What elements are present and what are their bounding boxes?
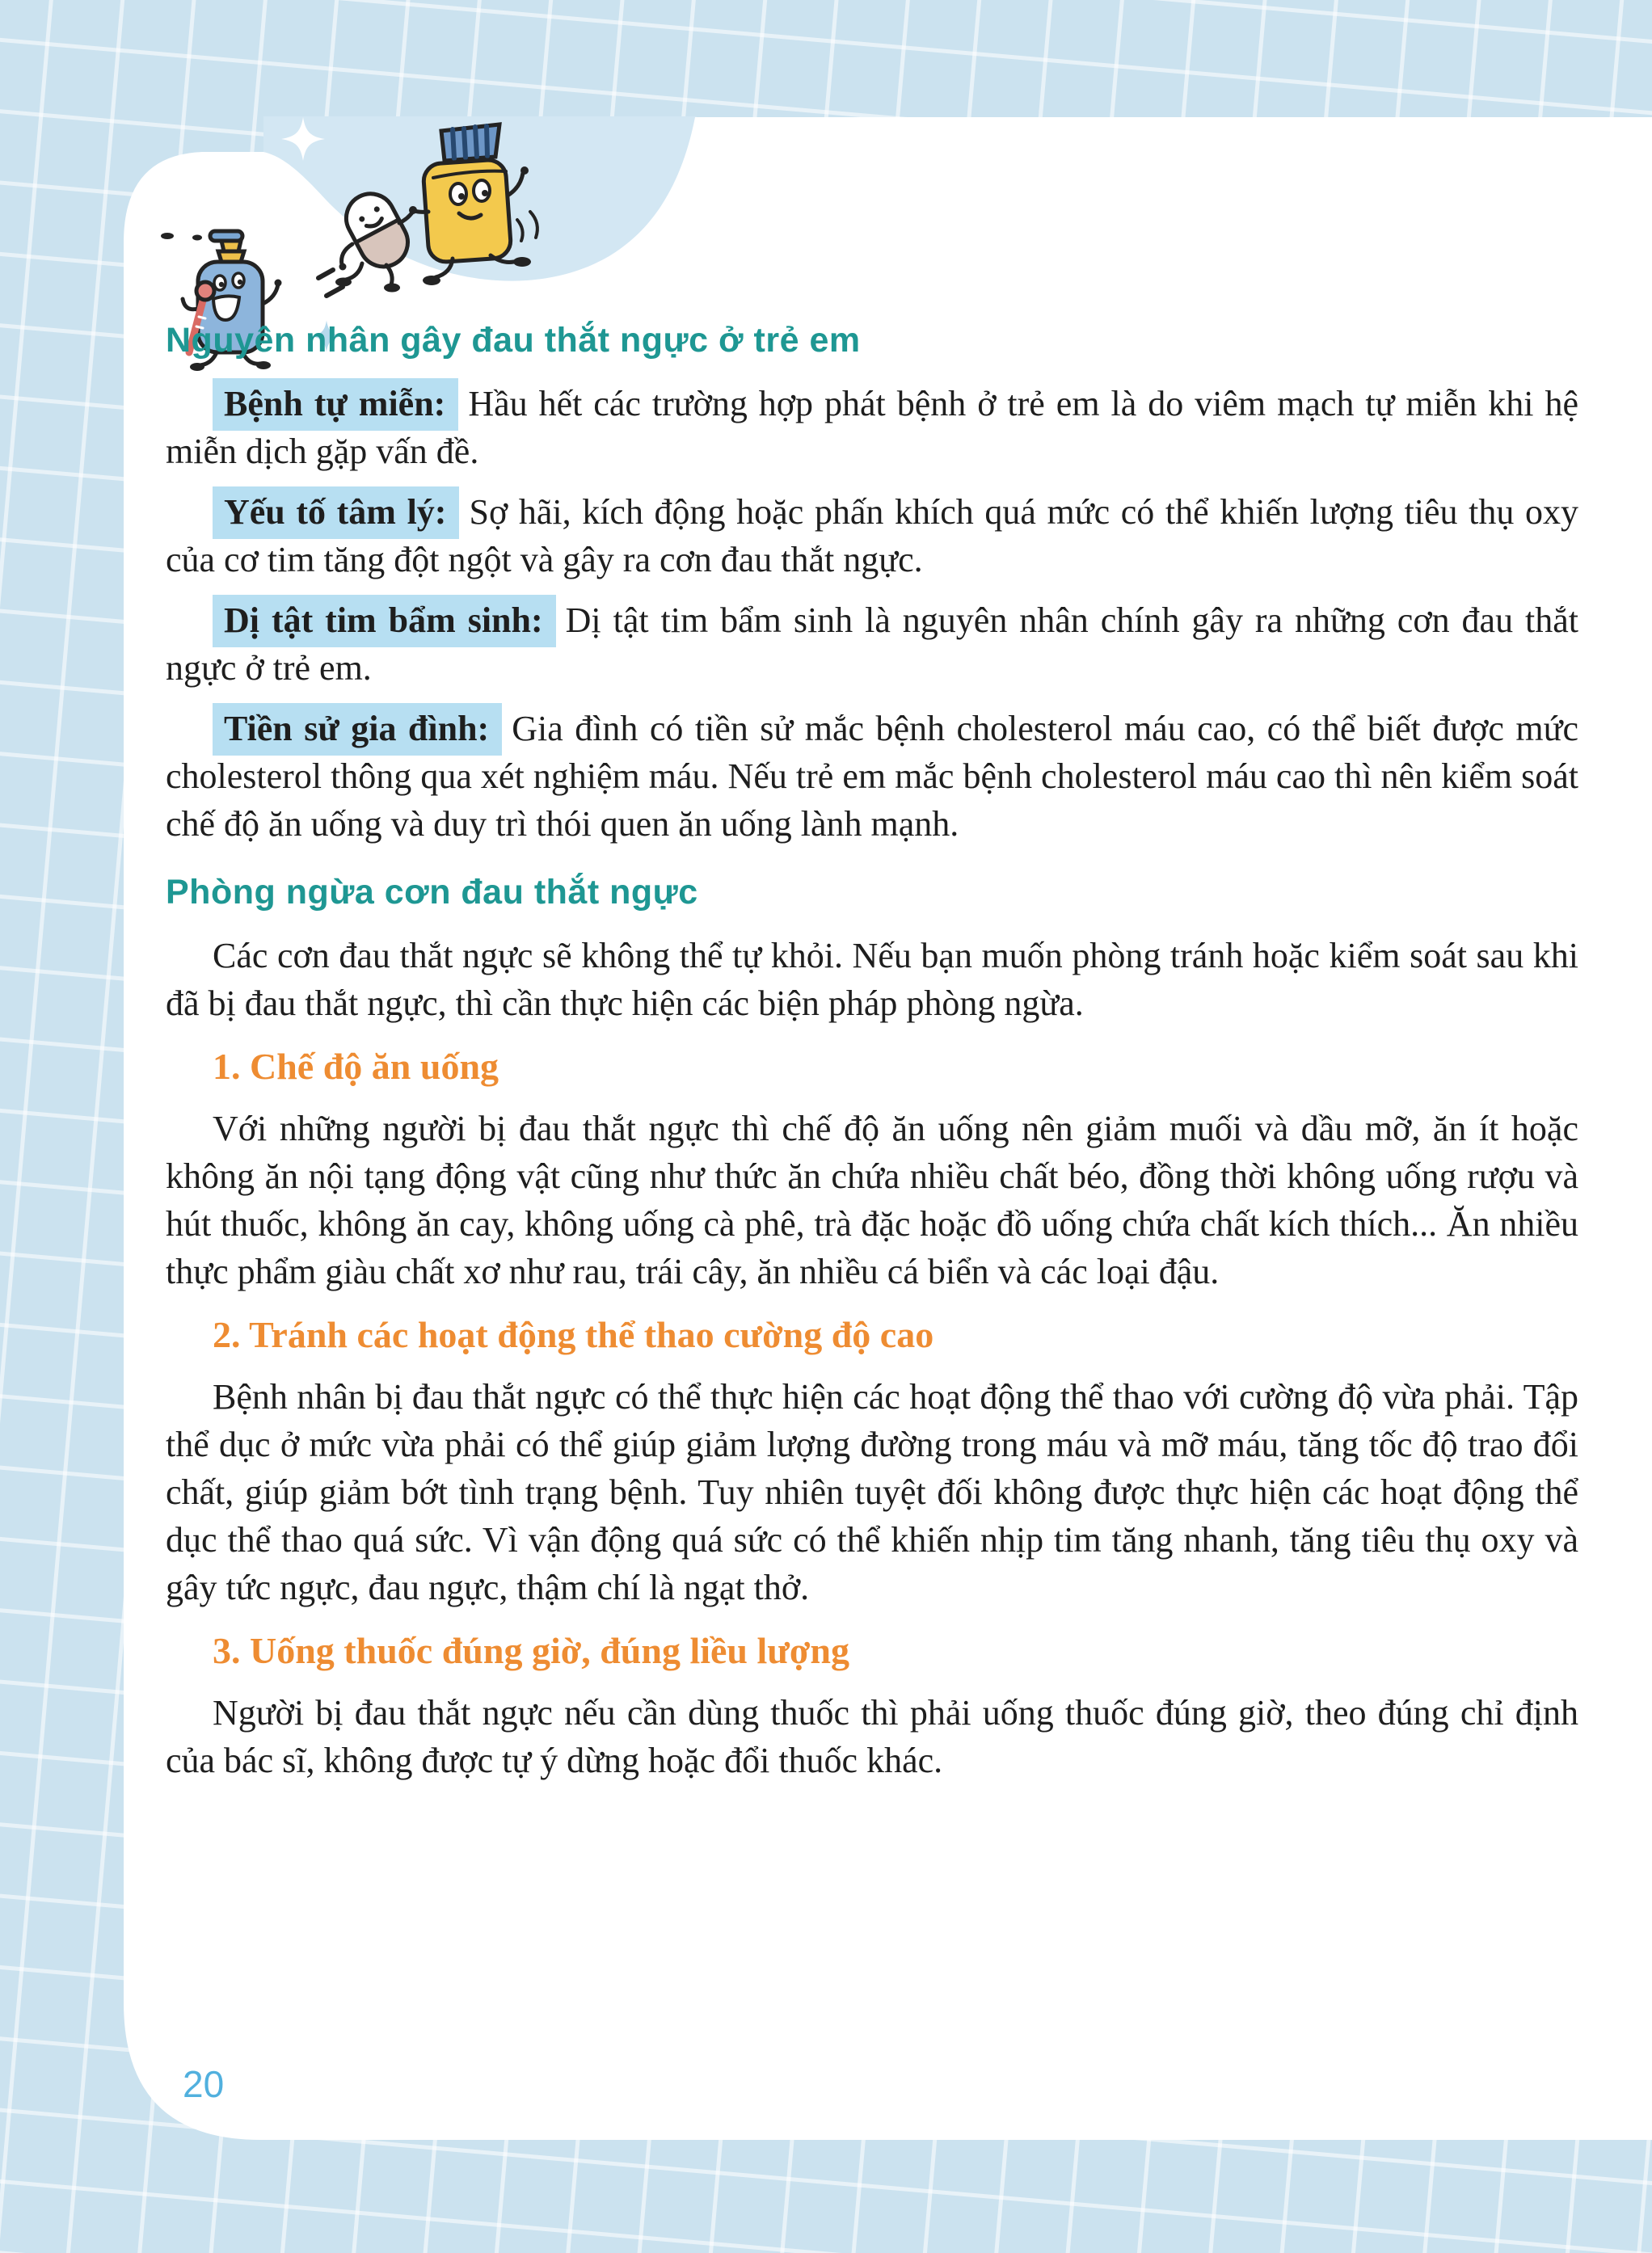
section-heading-causes: Nguyên nhân gây đau thắt ngực ở trẻ em	[166, 321, 861, 360]
prevention-intro: Các cơn đau thắt ngực sẽ không thể tự khỏi. Nếu bạn muốn phòng tránh hoặc kiểm soát sau khi đã bị đau thắt ngực, thì cần thực hiện các biện pháp phòng ngừa.	[166, 936, 1578, 1023]
prevention-item-title-medication: 3. Uống thuốc đúng giờ, đúng liều lượng	[213, 1630, 849, 1671]
cause-text: Dị tật tim bẩm sinh là nguyên nhân chính gây ra những cơn đau thắt ngực ở trẻ em.	[166, 600, 1578, 688]
prevention-item-text: Bệnh nhân bị đau thắt ngực có thể thực hiện các hoạt động thể thao với cường độ vừa phải. Tập thể dục ở mức vừa phải có thể giúp giảm lượng đường trong máu và mỡ máu, tăng tốc độ trao đổi chất, giúp giảm bớt tình trạng bệnh. Tuy nhiên tuyệt đối không được thực hiện các hoạt động thể dục thể thao quá sức. Vì vận động quá sức có thể khiến nhịp tim tăng nhanh, tăng tiêu thụ oxy và gây tức ngực, đau ngực, thậm chí là ngạt thở.	[166, 1377, 1578, 1607]
prevention-item-title-diet: 1. Chế độ ăn uống	[213, 1046, 499, 1087]
cause-paragraph	[166, 488, 1578, 583]
cause-paragraph	[166, 380, 1578, 475]
cause-lead-psychological: Yếu tố tâm lý:	[213, 486, 459, 539]
cause-text: Hầu hết các trường hợp phát bệnh ở trẻ em là do viêm mạch tự miễn khi hệ miễn dịch gặp vấn đề.	[166, 384, 1579, 471]
prevention-item-title-sports: 2. Tránh các hoạt động thể thao cường độ cao	[213, 1314, 934, 1355]
prevention-item-text: Với những người bị đau thắt ngực thì chế độ ăn uống nên giảm muối và dầu mỡ, ăn ít hoặc không ăn nội tạng động vật cũng như thức ăn chứa nhiều chất béo, đồng thời không uống rượu và hút thuốc, không ăn cay, không uống cà phê, trà đặc hoặc đồ uống chứa chất kích thích... Ăn nhiều thực phẩm giàu chất xơ như rau, trái cây, ăn nhiều cá biển và các loại đậu.	[166, 1109, 1578, 1291]
prevention-item-text: Người bị đau thắt ngực nếu cần dùng thuốc thì phải uống thuốc đúng giờ, theo đúng chỉ định của bác sĩ, không được tự ý dừng hoặc đổi thuốc khác.	[166, 1693, 1578, 1780]
cause-lead-congenital: Dị tật tim bẩm sinh:	[213, 595, 556, 647]
cause-text: Sợ hãi, kích động hoặc phấn khích quá mức có thể khiến lượng tiêu thụ oxy của cơ tim tăng đột ngột và gây ra cơn đau thắt ngực.	[166, 492, 1578, 579]
cause-paragraph	[166, 596, 1578, 692]
cause-text: Gia đình có tiền sử mắc bệnh cholesterol máu cao, có thể biết được mức cholesterol thông qua xét nghiệm máu. Nếu trẻ em mắc bệnh cholesterol máu cao thì nên kiểm soát chế độ ăn uống và duy trì thói quen ăn uống lành mạnh.	[166, 709, 1579, 844]
cause-paragraph	[166, 705, 1578, 848]
cause-lead-autoimmune: Bệnh tự miễn:	[213, 378, 458, 431]
section-heading-prevention: Phòng ngừa cơn đau thắt ngực	[166, 873, 698, 912]
page-content	[166, 317, 1578, 1797]
page-number: 20	[183, 2063, 225, 2105]
cause-lead-family-history: Tiền sử gia đình:	[213, 703, 502, 756]
